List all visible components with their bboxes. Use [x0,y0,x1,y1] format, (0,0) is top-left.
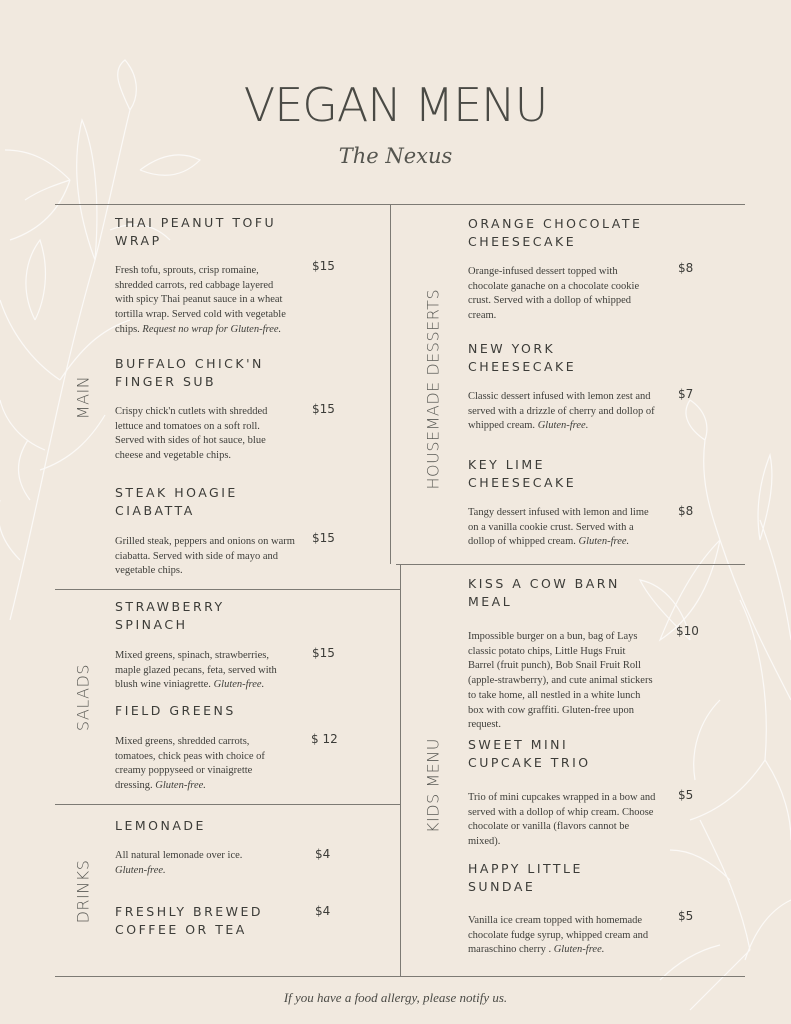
menu-item-price: $15 [312,259,335,273]
restaurant-name: The Nexus [338,144,453,168]
menu-item-price: $15 [312,531,335,545]
menu-item-price: $10 [676,624,699,638]
left-divider-salads-drinks [55,804,400,805]
menu-item-price: $8 [678,504,694,518]
menu-item-price: $5 [678,788,694,802]
menu-item-description: Vanilla ice cream topped with homemade chocolate fudge syrup, whipped cream and maraschino cherry . Gluten-free. [468,915,649,956]
menu-item-price: $ 12 [311,732,338,746]
menu-item-name: FRESHLY BREWED COFFEE OR TEA [115,904,264,937]
menu-item-name: KISS A COW BARN MEAL [468,576,620,609]
menu-item-name: STEAK HOAGIE CIABATTA [115,485,238,518]
section-label-drinks: DRINKS [73,859,93,924]
menu-item-description: Tangy dessert infused with lemon and lime on a vanilla cookie crust. Served with a dollop of whipped cream. Gluten-free. [468,507,649,548]
top-divider [55,204,745,205]
menu-item-description: Mixed greens, spinach, strawberries, maple glazed pecans, feta, served with blush wine viniagrette. Gluten-free. [115,650,277,691]
menu-item-price: $4 [315,847,331,861]
menu-item-name: THAI PEANUT TOFU WRAP [115,215,277,248]
section-label-desserts: HOUSEMADE DESSERTS [423,288,443,490]
column-divider-lower [400,564,401,976]
menu-item-description: Classic dessert infused with lemon zest and served with a drizzle of cherry and dollop of whipped cream. Gluten-free. [468,391,655,432]
left-divider-main-salads [55,589,400,590]
section-label-salads: SALADS [73,663,93,732]
right-divider-desserts-kids [396,564,745,565]
menu-item-name: ORANGE CHOCOLATE CHEESECAKE [468,216,643,249]
section-label-kids: KIDS MENU [423,738,443,833]
menu-item-price: $4 [315,904,331,918]
allergy-notice: If you have a food allergy, please notify us. [283,990,508,1005]
menu-item-description: Impossible burger on a bun, bag of Lays classic potato chips, Little Hugs Fruit Barrel (fruit punch), Bob Snail Fruit Roll (apple-strawberry), and cute animal stickers to take home, all nestled in a white lunch box with cow graffiti. Gluten-free upon request. [468,631,653,731]
menu-item-name: FIELD GREENS [115,703,236,718]
menu-item-description: Grilled steak, peppers and onions on warm ciabatta. Served with side of mayo and vegetable chips. [115,536,295,577]
column-divider-upper [390,204,391,564]
menu-item-name: HAPPY LITTLE SUNDAE [468,861,583,894]
section-label-main: MAIN [73,375,93,420]
menu-item-description: Orange-infused dessert topped with chocolate ganache on a chocolate cookie crust. Served with a dollop of whipped cream. [468,266,640,322]
menu-title: VEGAN MENU [243,78,548,132]
menu-item-price: $8 [678,261,694,275]
menu-item-name: KEY LIME CHEESECAKE [468,457,577,490]
menu-item-price: $15 [312,646,335,660]
menu-item-price: $5 [678,909,694,923]
menu-item-description: Fresh tofu, sprouts, crisp romaine, shredded carrots, red cabbage layered with spicy Thai peanut sauce in a wheat tortilla wrap. Served cold with vegetable chips. Request no wrap for Gluten-free. [115,265,286,335]
menu-item-name: SWEET MINI CUPCAKE TRIO [468,737,591,770]
bottom-divider [55,976,745,977]
menu-item-name: NEW YORK CHEESECAKE [468,341,577,374]
menu-item-description: Mixed greens, shredded carrots, tomatoes, chick peas with choice of creamy poppyseed or vinaigrette dressing. Gluten-free. [115,736,265,792]
menu-item-name: BUFFALO CHICK'N FINGER SUB [115,356,264,389]
menu-item-price: $7 [678,387,694,401]
menu-item-description: Crispy chick'n cutlets with shredded lettuce and tomatoes on a soft roll. Served with sides of hot sauce, blue cheese and vegetable chips. [115,406,268,462]
menu-item-description: All natural lemonade over ice. Gluten-free. [115,850,243,876]
menu-item-name: STRAWBERRY SPINACH [115,599,225,632]
menu-item-price: $15 [312,402,335,416]
menu-item-name: LEMONADE [115,818,206,833]
menu-item-description: Trio of mini cupcakes wrapped in a bow and served with a dollop of whip cream. Choose chocolate or vanilla (flavors cannot be mixed). [468,792,656,848]
